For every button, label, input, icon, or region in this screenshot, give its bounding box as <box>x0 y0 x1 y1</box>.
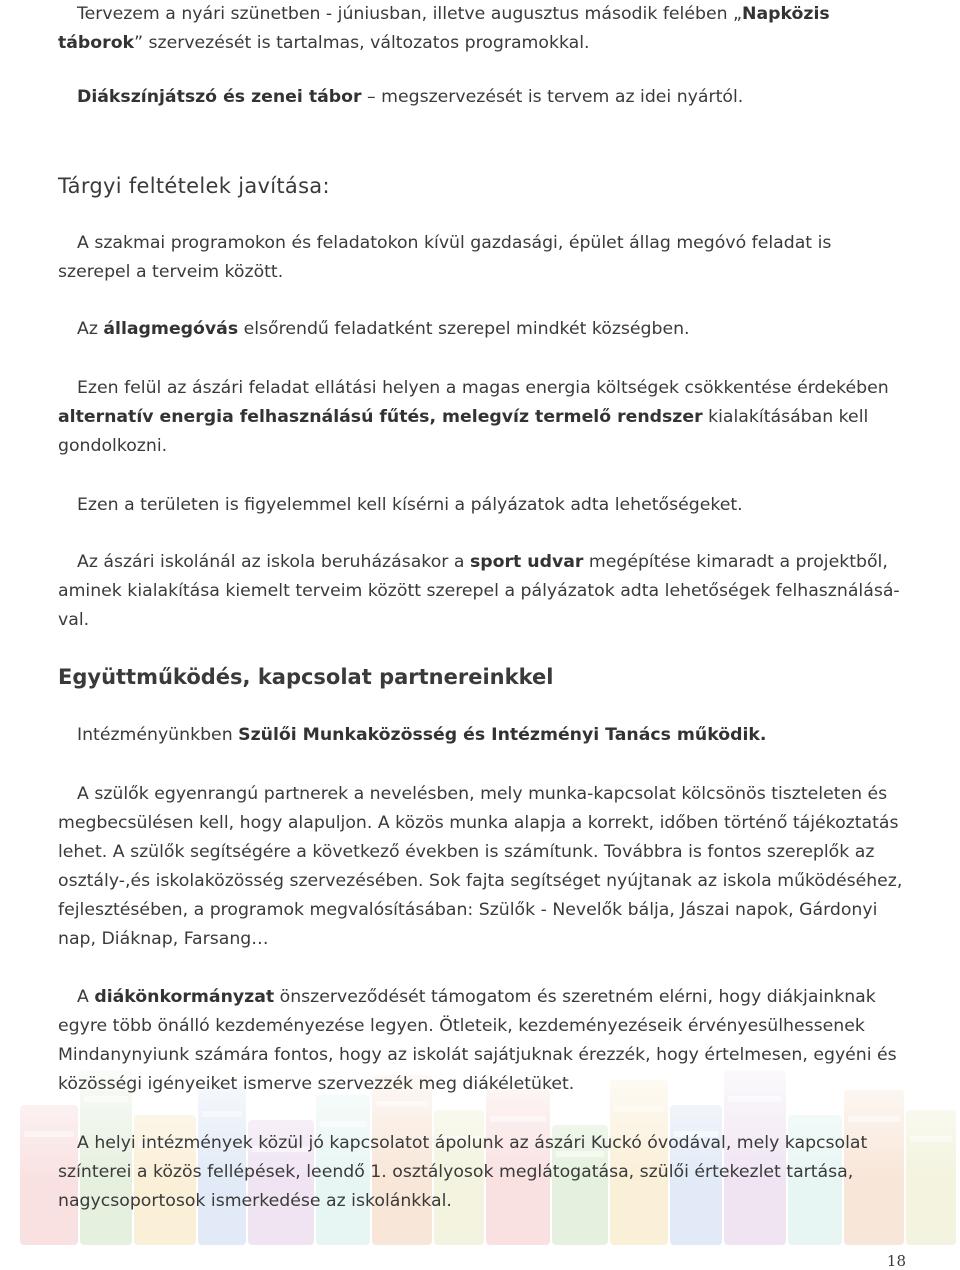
page-number: 18 <box>886 1252 906 1270</box>
paragraph-sports-yard <box>58 548 904 635</box>
text: Intézményünkben <box>77 725 239 745</box>
paragraph-student-government <box>58 983 904 1099</box>
text: Az ászári iskolánál az iskola beruházásakor a <box>77 552 470 572</box>
text: Ezen felül az ászári feladat ellátási helyen a magas energia költségek csökkentése érdekében <box>77 378 889 398</box>
paragraph-local-institutions: A helyi intézmények közül jó kapcsolatot ápolunk az ászári Kuckó óvodával, mely kapcsolat színterei a közös fellépések, leendő 1. osztályosok meglátogatása, szülői értekezlet tartása, nagycsoportosok ismerkedése az iskolánkkal. <box>58 1133 868 1211</box>
heading-material-conditions: Tárgyi feltételek javítása: <box>58 174 330 198</box>
paragraph-summer-camps <box>58 0 904 58</box>
text: Az <box>77 319 104 339</box>
text: megépítése kimaradt a projektből, aminek kialakítása kiemelt terveim között szerepel a pályázatok adta lehetőségek felhasználásával. <box>58 552 900 630</box>
paragraph-parents-council <box>58 721 904 750</box>
paragraph-alternative-energy <box>58 374 904 461</box>
heading-cooperation: Együttműködés, kapcsolat partnereinkkel <box>58 665 554 689</box>
text: önszerveződését támogatom és szeretném elérni, hogy diákjainknak egyre több önálló kezdeményezése legyen. Ötleteik, kezdeményezéseik érvényesülhessenek Mindanynyiunk számára fontos, hogy az iskolát sajátjuknak érezzék, hogy értelmesen, egyéni és közösségi igényeiket ismerve szervezzék meg diákéletüket. <box>58 987 897 1094</box>
bold-text: állagmegóvás <box>103 319 239 339</box>
text: – megszervezését is tervem az idei nyártól. <box>361 87 744 107</box>
bold-text: Diákszínjátszó és zenei tábor <box>77 87 362 107</box>
paragraph-tenders: Ezen a területen is figyelemmel kell kísérni a pályázatok adta lehetőségeket. <box>77 495 743 515</box>
bold-text: Szülői Munkaközösség és Intézményi Tanács működik. <box>238 725 767 745</box>
paragraph-drama-camp <box>58 83 904 112</box>
text: Tervezem a nyári szünetben - júniusban, illetve augusztus második felében „ <box>77 4 742 24</box>
bold-text: diákönkormányzat <box>94 987 275 1007</box>
paragraph-building-maintenance: A szakmai programokon és feladatokon kívül gazdasági, épület állag megóvó feladat is szerepel a terveim között. <box>58 233 832 282</box>
text: ” szervezését is tartalmas, változatos programokkal. <box>134 33 590 53</box>
paragraph-preservation <box>58 315 904 344</box>
text: kialakításában kell gondolkozni. <box>58 407 869 456</box>
paragraph-parents-partners: A szülők egyenrangú partnerek a nevelésben, mely munka-kapcsolat kölcsönös tiszteleten és megbecsülésen kell, hogy alapuljon. A közös munka alapja a korrekt, időben történő tájékoztatás lehet. A szülők segítségére a következő években is számítunk. Továbbra is fontos szereplők az osztály-,és iskolaközösség szervezésében. Sok fajta segítséget nyújtanak az iskola működéséhez, fejlesztésében, a programok megvalósításában: Szülők - Nevelők bálja, Jászai napok, Gárdonyi nap, Diáknap, Farsang… <box>58 784 903 949</box>
text: elsőrendű feladatként szerepel mindkét községben. <box>238 319 690 339</box>
bold-text: sport udvar <box>469 552 584 572</box>
bold-text: alternatív energia felhasználású fűtés, melegvíz termelő rendszer <box>58 407 703 427</box>
bold-text: Napközis táborok <box>58 4 830 53</box>
text: A <box>77 987 95 1007</box>
